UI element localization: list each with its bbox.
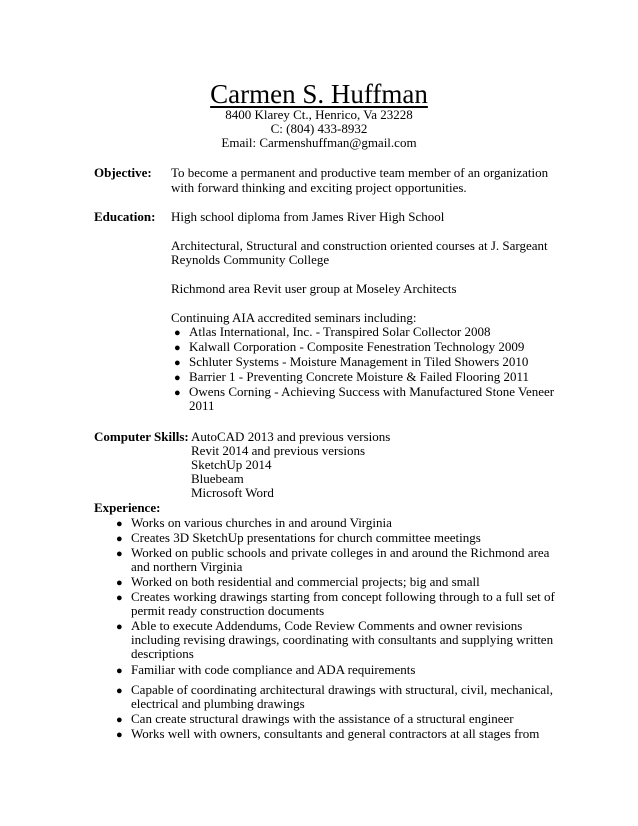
education-courses-line-2: Reynolds Community College — [171, 252, 330, 267]
bullet-icon: ● — [116, 714, 123, 726]
bullet-icon: ● — [116, 592, 123, 604]
bullet-icon: ● — [116, 518, 123, 530]
skill-item: Revit 2014 and previous versions — [191, 443, 366, 458]
experience-item: Worked on both residential and commercial projects; big and small — [131, 574, 480, 589]
skill-item: Bluebeam — [191, 471, 244, 486]
experience-item: Worked on public schools and private colleges in and around the Richmond area — [131, 545, 550, 560]
skill-item: Microsoft Word — [191, 485, 274, 500]
education-courses-line-1: Architectural, Structural and construction oriented courses at J. Sargeant — [171, 238, 548, 253]
bullet-icon: ● — [174, 357, 181, 369]
address-line: 8400 Klarey Ct., Henrico, Va 23228 — [225, 107, 413, 122]
experience-item-continued: electrical and plumbing drawings — [131, 696, 305, 711]
experience-label: Experience: — [94, 500, 161, 515]
seminar-item: Atlas International, Inc. - Transpired Solar Collector 2008 — [189, 324, 491, 339]
education-label: Education: — [94, 209, 156, 224]
bullet-icon: ● — [116, 621, 123, 633]
experience-item-continued: permit ready construction documents — [131, 603, 325, 618]
experience-item: Able to execute Addendums, Code Review Comments and owner revisions — [131, 618, 523, 633]
objective-line-2: with forward thinking and exciting project opportunities. — [171, 180, 467, 195]
bullet-icon: ● — [116, 729, 123, 741]
skill-item: AutoCAD 2013 and previous versions — [191, 429, 391, 444]
objective-line-1: To become a permanent and productive team member of an organization — [171, 165, 549, 180]
bullet-icon: ● — [174, 387, 181, 399]
bullet-icon: ● — [116, 548, 123, 560]
experience-item: Capable of coordinating architectural drawings with structural, civil, mechanical, — [131, 682, 553, 697]
seminar-item: Kalwall Corporation - Composite Fenestration Technology 2009 — [189, 339, 525, 354]
experience-item: Can create structural drawings with the assistance of a structural engineer — [131, 711, 514, 726]
bullet-icon: ● — [116, 577, 123, 589]
seminar-item: Owens Corning - Achieving Success with Manufactured Stone Veneer — [189, 384, 555, 399]
education-school: High school diploma from James River High School — [171, 209, 445, 224]
experience-item: Works well with owners, consultants and general contractors at all stages from — [131, 726, 540, 741]
experience-item-continued: including revising drawings, coordinating with consultants and supplying written — [131, 632, 554, 647]
seminar-item: Barrier 1 - Preventing Concrete Moisture & Failed Flooring 2011 — [189, 369, 529, 384]
applicant-name: Carmen S. Huffman — [210, 79, 428, 109]
bullet-icon: ● — [174, 372, 181, 384]
email-line: Email: Carmenshuffman@gmail.com — [221, 135, 417, 150]
bullet-icon: ● — [116, 533, 123, 545]
objective-label: Objective: — [94, 165, 152, 180]
seminar-item-continued: 2011 — [189, 398, 215, 413]
seminar-item: Schluter Systems - Moisture Management in Tiled Showers 2010 — [189, 354, 529, 369]
experience-item-continued: descriptions — [131, 646, 194, 661]
bullet-icon: ● — [174, 342, 181, 354]
experience-item: Familiar with code compliance and ADA requirements — [131, 662, 416, 677]
education-seminars-intro: Continuing AIA accredited seminars including: — [171, 310, 417, 325]
experience-item: Works on various churches in and around Virginia — [131, 515, 392, 530]
education-revit-group: Richmond area Revit user group at Moseley Architects — [171, 281, 457, 296]
bullet-icon: ● — [116, 685, 123, 697]
experience-item-continued: and northern Virginia — [131, 559, 243, 574]
skill-item: SketchUp 2014 — [191, 457, 272, 472]
bullet-icon: ● — [116, 665, 123, 677]
phone-line: C: (804) 433-8932 — [270, 121, 368, 136]
bullet-icon: ● — [174, 327, 181, 339]
computer-skills-label: Computer Skills: — [94, 429, 189, 444]
experience-item: Creates working drawings starting from concept following through to a full set of — [131, 589, 555, 604]
experience-item: Creates 3D SketchUp presentations for church committee meetings — [131, 530, 481, 545]
